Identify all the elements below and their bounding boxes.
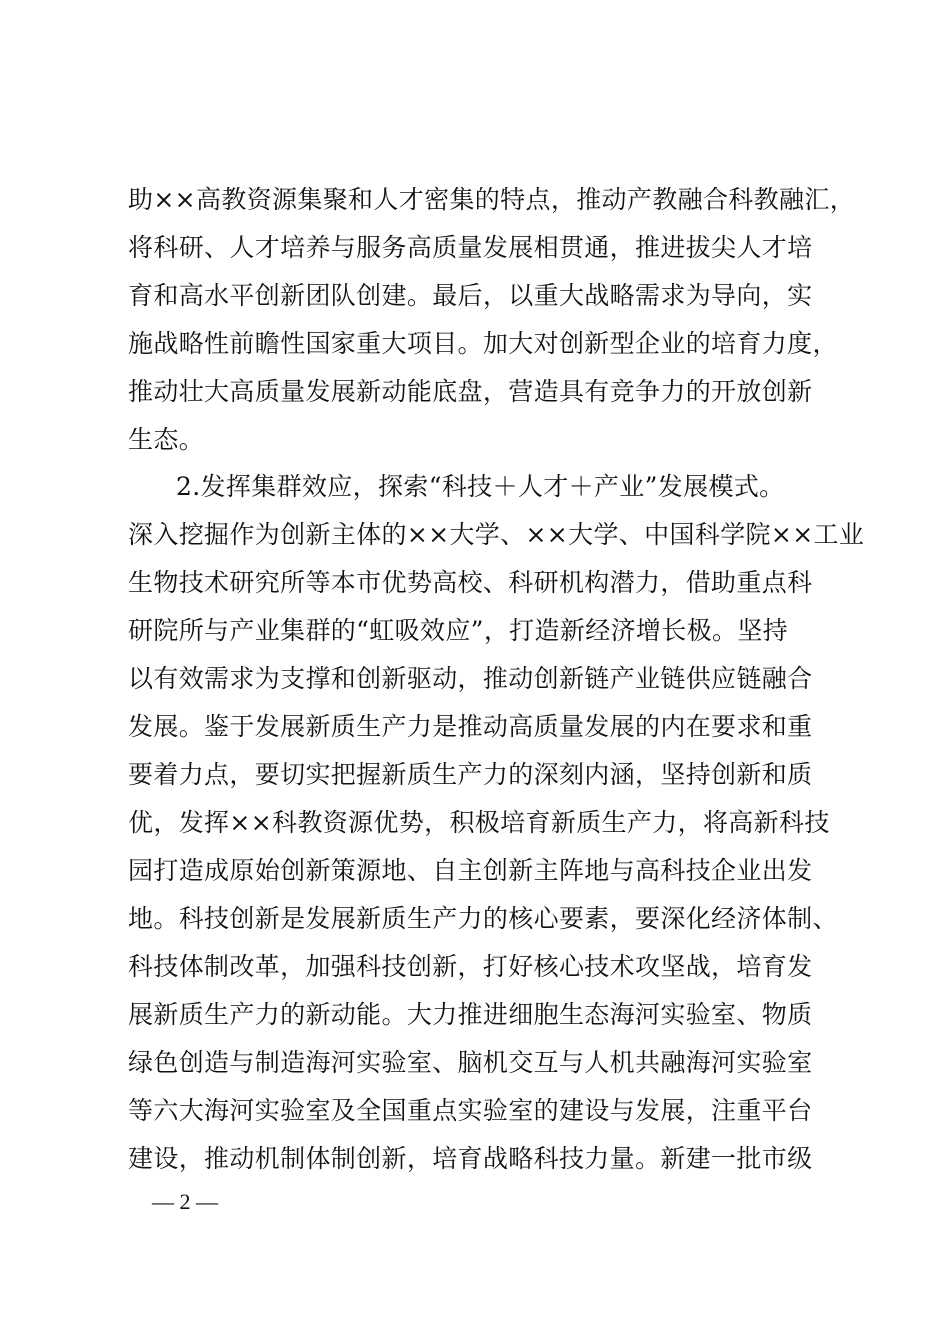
text-line: 深入挖掘作为创新主体的××大学、××大学、中国科学院××工业 xyxy=(128,520,865,549)
text-line: 推动壮大高质量发展新动能底盘，营造具有竞争力的开放创新 xyxy=(128,377,813,406)
text-line: 发展。鉴于发展新质生产力是推动高质量发展的内在要求和重 xyxy=(128,712,813,741)
text-line: 生态。 xyxy=(128,425,205,454)
text-line: 优，发挥××科教资源优势，积极培育新质生产力，将高新科技 xyxy=(128,808,830,837)
text-line: 以有效需求为支撑和创新驱动，推动创新链产业链供应链融合 xyxy=(128,664,813,693)
text-line: 绿色创造与制造海河实验室、脑机交互与人机共融海河实验室 xyxy=(128,1048,813,1077)
text-line: 要着力点，要切实把握新质生产力的深刻内涵，坚持创新和质 xyxy=(128,760,813,789)
text-line: 展新质生产力的新动能。大力推进细胞生态海河实验室、物质 xyxy=(128,1000,813,1029)
text-line: 地。科技创新是发展新质生产力的核心要素，要深化经济体制、 xyxy=(128,904,838,933)
text-line: 育和高水平创新团队创建。最后，以重大战略需求为导向，实 xyxy=(128,281,813,310)
text-line: 生物技术研究所等本市优势高校、科研机构潜力，借助重点科 xyxy=(128,568,813,597)
text-line: 将科研、人才培养与服务高质量发展相贯通，推进拔尖人才培 xyxy=(128,233,813,262)
section-heading: 2.发挥集群效应，探索“科技＋人才＋产业”发展模式。 xyxy=(176,472,785,501)
text-line: 园打造成原始创新策源地、自主创新主阵地与高科技企业出发 xyxy=(128,856,813,885)
text-line: 研院所与产业集群的“虹吸效应”，打造新经济增长极。坚持 xyxy=(128,616,789,645)
page-number: — 2 — xyxy=(152,1189,218,1214)
text-line: 等六大海河实验室及全国重点实验室的建设与发展，注重平台 xyxy=(128,1096,813,1125)
text-line: 施战略性前瞻性国家重大项目。加大对创新型企业的培育力度， xyxy=(128,329,838,358)
text-line: 助××高教资源集聚和人才密集的特点，推动产教融合科教融汇， xyxy=(128,185,856,214)
text-line: 科技体制改革，加强科技创新，打好核心技术攻坚战，培育发 xyxy=(128,952,813,981)
text-line: 建设，推动机制体制创新，培育战略科技力量。新建一批市级 xyxy=(128,1144,813,1173)
